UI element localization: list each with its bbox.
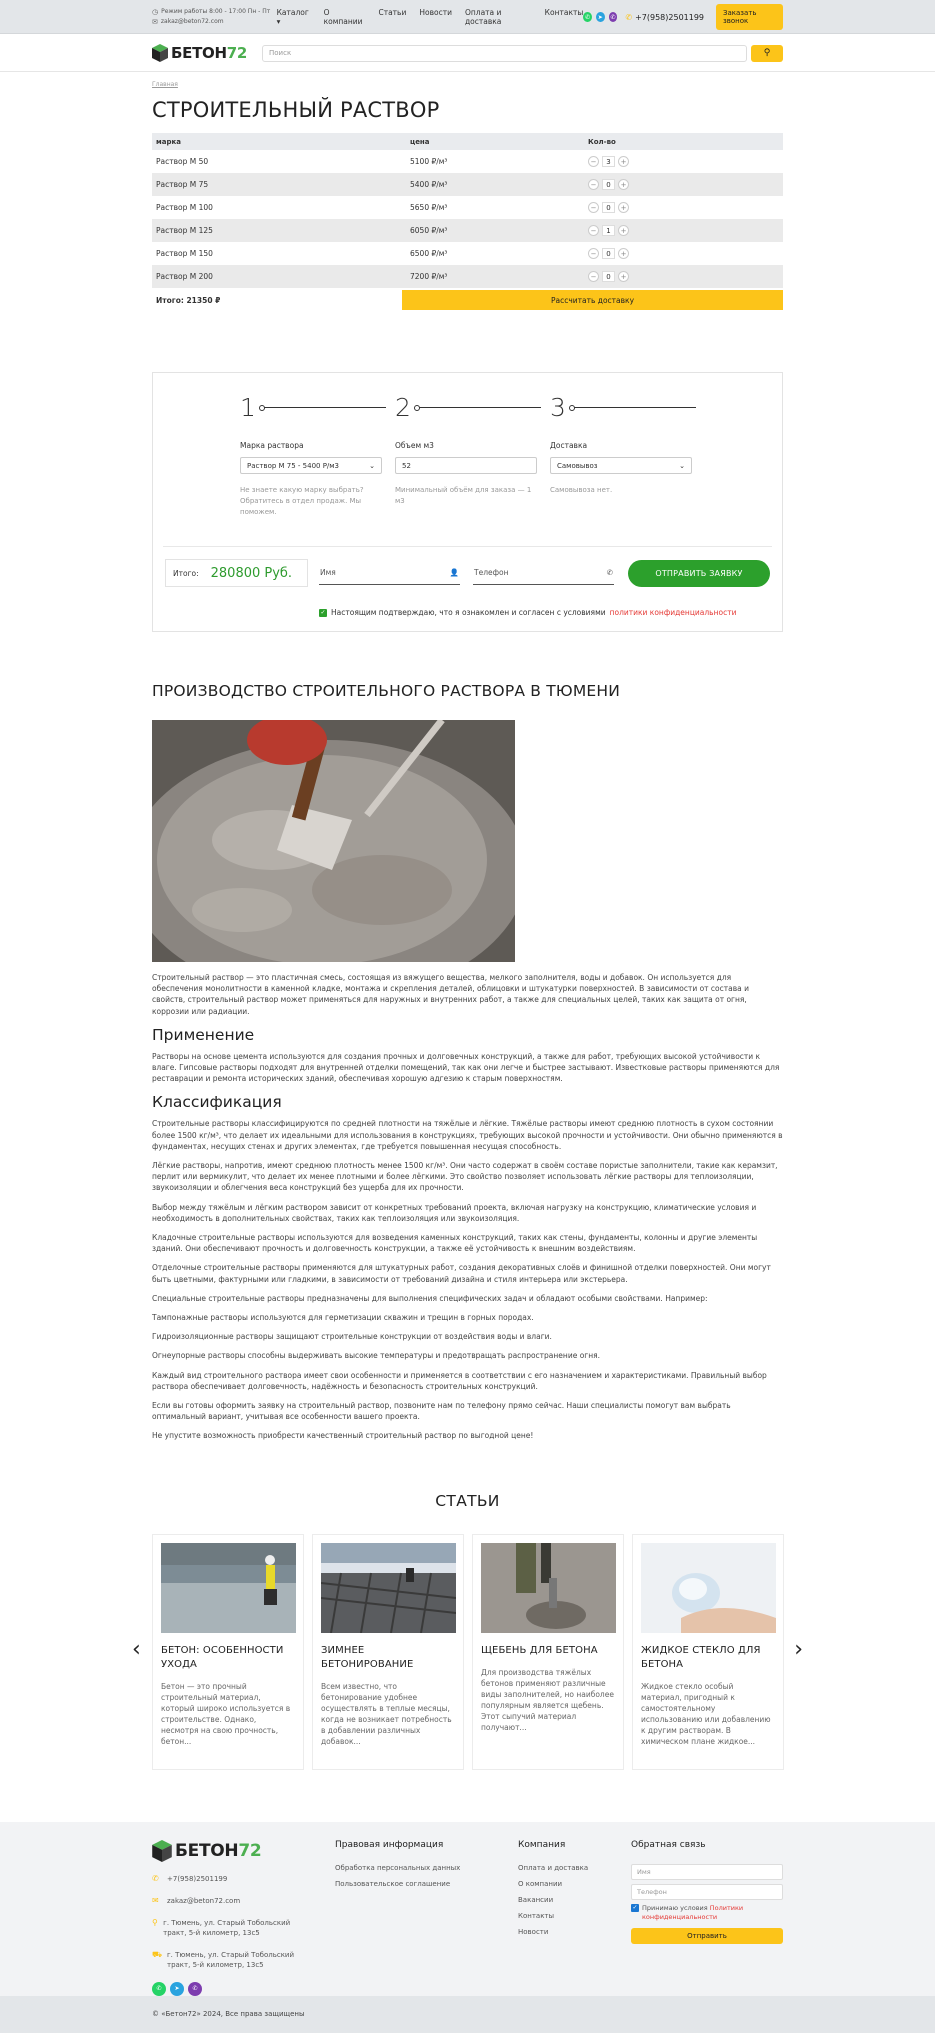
logo-cube-icon [152, 44, 168, 62]
work-hours: Режим работы 8:00 - 17:00 Пн - Пт [161, 8, 271, 15]
row-name: Раствор М 50 [156, 157, 209, 166]
footer-email[interactable]: zakaz@beton72.com [167, 1896, 241, 1905]
delivery-note: Самовывоза нет. [550, 486, 613, 494]
table-row [152, 219, 783, 242]
class-paragraph: Специальные строительные растворы предназначены для выполнения специфических задач и обладают особыми свойствами. Например: [152, 1293, 708, 1303]
search-icon: ⚲ [763, 48, 771, 58]
footer [0, 1822, 935, 1996]
quantity-stepper [588, 179, 629, 190]
article-card-title: ЖИДКОЕ СТЕКЛО ДЛЯ БЕТОНА [641, 1644, 761, 1670]
volume-label: Объем м3 [395, 441, 434, 450]
row-price: 7200 ₽/м³ [410, 272, 448, 281]
brand-note: Не знаете какую марку выбрать? Обратитесь в отдел продаж. Мы поможем. [240, 486, 364, 516]
mortar-photo [152, 720, 515, 962]
phone-icon: ✆ [606, 568, 613, 577]
logo[interactable] [152, 44, 262, 62]
volume-note: Минимальный объём для заказа — 1 м3 [395, 486, 532, 505]
carousel-prev-arrow-icon[interactable]: ‹ [132, 1636, 141, 1662]
company-link[interactable]: Контакты [518, 1911, 555, 1920]
footer-phone[interactable]: +7(958)2501199 [167, 1874, 228, 1883]
article-intro: Строительный раствор — это пластичная смесь, состоящая из вяжущего вещества, мелкого заполнителя, воды и добавок. Он используется для обеспечения монолитности в каменной кладке, монтажа и скрепления деталей, облицовки и штукатурки поверхностей. В зависимости от состава и свойств, строительный раствор может применяться для наружных и внутренних работ, а также для специальных целей, таких как защита от огня, коррозии или радиации. [152, 973, 750, 1016]
minus-button[interactable]: − [588, 179, 599, 190]
company-link[interactable]: Новости [518, 1927, 549, 1936]
topbar-email[interactable]: zakaz@beton72.com [160, 18, 224, 25]
steps [240, 393, 705, 422]
class-paragraph: Строительные растворы классифицируются по средней плотности на тяжёлые и лёгкие. Тяжёлые растворы имеют среднюю плотность в сухом состоянии более 1500 кг/м³, что делает их идеальными для использования в конструкциях, требующих высокой прочности и устойчивости. Они обычно применяются в фундаментах, несущих стенах и других элементах, где требуется повышенная несущая способность. [152, 1119, 783, 1151]
plus-button[interactable]: + [618, 225, 629, 236]
delivery-label: Доставка [550, 441, 588, 450]
row-price: 5100 ₽/м³ [410, 157, 448, 166]
article-card-text: Всем известно, что бетонирование удобнее осуществлять в теплые месяцы, когда не возникает потребность в добавлении различных добавок... [321, 1681, 452, 1746]
feedback-name-input[interactable]: Имя [631, 1864, 783, 1880]
qty-value[interactable]: 0 [602, 202, 615, 213]
row-name: Раствор М 200 [156, 272, 213, 281]
whatsapp-icon[interactable]: ✆ [585, 13, 591, 21]
plus-button[interactable]: + [618, 271, 629, 282]
phone-placeholder: Телефон [474, 568, 509, 577]
mail-icon: ✉ [152, 18, 158, 26]
name-input[interactable] [319, 561, 460, 585]
footer-logo[interactable] [152, 1840, 262, 1862]
order-calculator [152, 372, 783, 632]
feedback-privacy-link[interactable]: Политики конфиденциальности [642, 1903, 744, 1921]
step-1: 1 [240, 393, 256, 422]
feedback-phone-input[interactable]: Телефон [631, 1884, 783, 1900]
location-pin-icon: ⚲ [152, 1917, 158, 1927]
price-table [152, 133, 783, 310]
search-input[interactable]: Поиск [262, 45, 747, 62]
step-3: 3 [550, 393, 566, 422]
mail-icon: ✉ [152, 1895, 159, 1905]
user-icon: 👤 [449, 568, 459, 577]
consent [319, 608, 736, 617]
logo-text-accent: 72 [238, 1840, 262, 1861]
topbar-phone[interactable]: +7(958)2501199 [635, 12, 705, 22]
table-header [152, 133, 783, 150]
calc-total-label: Итого: [173, 568, 199, 578]
class-paragraph: Кладочные строительные растворы используются для возведения каменных конструкций, таких как стены, фундаменты, колонны и другие элементы зданий. Они обеспечивают прочность и долговечность конструкции, а также её устойчивость к внешним воздействиям. [152, 1233, 758, 1254]
article-card[interactable] [472, 1534, 624, 1770]
article-card[interactable] [312, 1534, 464, 1770]
phone-icon: ✆ [152, 1873, 159, 1883]
qty-value[interactable]: 0 [602, 179, 615, 190]
nav-payment-delivery[interactable]: Оплата и доставка [464, 8, 502, 26]
viber-icon[interactable]: ✆ [188, 1982, 202, 1996]
article-card[interactable] [152, 1534, 304, 1770]
logo-cube-icon [152, 1840, 172, 1862]
col-grade: марка [156, 137, 181, 146]
minus-button[interactable]: − [588, 225, 599, 236]
nav-catalog[interactable]: Каталог ▾ [276, 8, 309, 26]
feedback-consent-text: Принимаю условия [642, 1903, 708, 1912]
brand-field [240, 441, 382, 518]
table-row [152, 242, 783, 265]
delivery-select[interactable] [550, 457, 692, 474]
article-image [321, 1543, 456, 1633]
classification-heading: Классификация [152, 1093, 282, 1112]
search-button[interactable] [751, 45, 783, 62]
calc-delivery-button[interactable]: Рассчитать доставку [402, 290, 783, 310]
quantity-stepper [588, 202, 629, 213]
row-price: 5400 ₽/м³ [410, 180, 448, 189]
consent-checkbox[interactable]: ✓ [320, 609, 326, 616]
whatsapp-icon[interactable]: ✆ [152, 1982, 166, 1996]
feedback-title: Обратная связь [631, 1839, 706, 1850]
plus-button[interactable]: + [618, 179, 629, 190]
brand-select[interactable] [240, 457, 382, 474]
brand-value: Раствор М 75 - 5400 Р/м3 [247, 461, 340, 470]
truck-icon: ⛟ [152, 1949, 163, 1959]
breadcrumb[interactable]: Главная [152, 81, 178, 88]
name-placeholder: Имя [320, 568, 336, 577]
company-link[interactable]: Оплата и доставка [518, 1863, 589, 1872]
class-paragraph: Огнеупорные растворы способны выдерживать высокие температуры и предотвращать распространение огня. [152, 1351, 601, 1361]
minus-button[interactable]: − [588, 271, 599, 282]
footer-address: г. Тюмень, ул. Старый Тобольский тракт, 5-й километр, 13с5 [163, 1918, 291, 1937]
phone-icon: ✆ [625, 12, 633, 22]
qty-value[interactable]: 0 [602, 271, 615, 282]
footer-legal [335, 1840, 460, 1896]
main-content [132, 81, 803, 1770]
volume-field [395, 441, 537, 507]
footer-address-2: г. Тюмень, ул. Старый Тобольский тракт, 5-й километр, 13с5 [167, 1950, 295, 1969]
legal-title: Правовая информация [335, 1839, 444, 1850]
quantity-stepper [588, 156, 629, 167]
class-paragraph: Лёгкие растворы, напротив, имеют среднюю плотность менее 1500 кг/м³. Они часто содержат в своём составе пористые заполнители, такие как керамзит, перлит или вермикулит, что делает их менее плотными и более лёгкими. Это свойство позволяет использовать лёгкие растворы для теплоизоляции, звукоизоляции и облегчения веса конструкций без ущерба для их прочности. [152, 1161, 778, 1193]
table-row [152, 173, 783, 196]
class-paragraph: Если вы готовы оформить заявку на строительный раствор, позвоните нам по телефону прямо сейчас. Наши специалисты помогут вам выбрать оптимальный вариант, учитывая все особенности вашего проекта. [152, 1401, 731, 1422]
header [0, 34, 935, 72]
class-paragraph: Каждый вид строительного раствора имеет свои особенности и применяется в соответствии с его назначением и характеристиками. Правильный выбор раствора обеспечивает долговечность, надёжность и безопасность строительных конструкций. [152, 1370, 767, 1391]
article-card-title: ЗИМНЕЕ БЕТОНИРОВАНИЕ [321, 1644, 414, 1670]
quantity-stepper [588, 248, 629, 259]
chevron-down-icon: ⌄ [679, 461, 685, 470]
class-paragraph: Отделочные строительные растворы применяются для штукатурных работ, создания декоративных слоёв и финишной отделки поверхностей. Они могут быть цветными, фактурными или гладкими, в зависимости от требований дизайна и стиля интерьера или экстерьера. [152, 1263, 771, 1284]
topbar-info [152, 7, 277, 27]
telegram-icon[interactable]: ➤ [170, 1982, 184, 1996]
table-row [152, 196, 783, 219]
row-name: Раствор М 150 [156, 249, 213, 258]
article-image [481, 1543, 616, 1633]
legal-link[interactable]: Пользовательское соглашение [335, 1879, 451, 1888]
class-paragraph: Выбор между тяжёлым и лёгким раствором зависит от конкретных требований проекта, включая нагрузку на конструкцию, климатические условия и необходимость в дополнительных свойствах, таких как теплоизоляция или звукоизоляция. [152, 1202, 757, 1223]
class-paragraph: Гидроизоляционные растворы защищают строительные конструкции от воздействия воды и влаги. [152, 1332, 552, 1342]
table-total: Итого: 21350 ₽ [156, 295, 221, 305]
privacy-link[interactable]: политики конфиденциальности [609, 608, 737, 617]
order-call-button[interactable]: Заказать звонок [716, 4, 783, 30]
minus-button[interactable]: − [588, 202, 599, 213]
table-row [152, 150, 783, 173]
logo-text-main: БЕТОН [171, 44, 227, 62]
calc-total [165, 559, 308, 587]
page-title: СТРОИТЕЛЬНЫЙ РАСТВОР [152, 98, 440, 122]
topbar [0, 0, 935, 34]
telegram-icon[interactable]: ➤ [597, 13, 603, 21]
row-name: Раствор М 100 [156, 203, 213, 212]
nav-articles[interactable]: Статьи [378, 8, 407, 17]
row-price: 6050 ₽/м³ [410, 226, 448, 235]
clock-icon: ◷ [152, 8, 159, 16]
row-price: 6500 ₽/м³ [410, 249, 448, 258]
quantity-stepper [588, 271, 629, 282]
company-title: Компания [518, 1839, 566, 1850]
qty-value[interactable]: 3 [602, 156, 615, 167]
feedback-consent-checkbox[interactable]: ✓ [632, 1904, 638, 1912]
plus-button[interactable]: + [618, 156, 629, 167]
delivery-value: Самовывоз [557, 461, 598, 470]
article-title: ПРОИЗВОДСТВО СТРОИТЕЛЬНОГО РАСТВОРА В ТЮМЕНИ [152, 682, 621, 700]
row-name: Раствор М 125 [156, 226, 213, 235]
article-image [161, 1543, 296, 1633]
footer-contacts [152, 1840, 302, 1996]
logo-text-main: БЕТОН [175, 1840, 239, 1861]
article-card[interactable] [632, 1534, 784, 1770]
article-card-title: БЕТОН: ОСОБЕННОСТИ УХОДА [161, 1644, 284, 1670]
table-row [152, 265, 783, 288]
calc-total-value: 280800 Руб. [210, 565, 293, 581]
class-paragraph: Не упустите возможность приобрести качественный строительный раствор по выгодной цене! [152, 1431, 534, 1441]
brand-label: Марка раствора [240, 441, 304, 450]
col-price: цена [410, 137, 430, 146]
article-card-text: Бетон — это прочный строительный материал, который широко используется в строительстве. Однако, несмотря на свою прочность, бетон... [161, 1681, 291, 1746]
usage-heading: Применение [152, 1025, 255, 1044]
main-nav [277, 8, 584, 26]
copyright: © «Бетон72» 2024, Все права защищены [152, 2010, 305, 2019]
volume-input[interactable]: 52 [395, 457, 537, 474]
phone-input[interactable] [473, 561, 614, 585]
row-name: Раствор М 75 [156, 180, 209, 189]
footer-company [518, 1840, 588, 1944]
plus-button[interactable]: + [618, 248, 629, 259]
minus-button[interactable]: − [588, 156, 599, 167]
row-price: 5650 ₽/м³ [410, 203, 448, 212]
class-paragraph: Тампонажные растворы используются для герметизации скважин и трещин в горных породах. [152, 1313, 534, 1323]
article-card-text: Для производства тяжёлых бетонов применяют различные виды заполнителей, но наиболее популярным является щебень. Этот сыпучий материал получают... [481, 1667, 614, 1732]
article-card-text: Жидкое стекло особый материал, пригодный к самостоятельному использованию или добавлению к другим растворам. В химическом плане жидкое... [641, 1681, 771, 1746]
usage-text: Растворы на основе цемента используются для создания прочных и долговечных конструкций, а также для работ, требующих высокой устойчивости к влаге. Гипсовые растворы подходят для внутренней отделки помещений, так как они легче и быстрее застывают. Известковые растворы применяются для реставрации и ремонта исторических зданий, обеспечивая хорошую адгезию к старым поверхностям. [152, 1051, 780, 1084]
nav-about[interactable]: О компании [323, 8, 363, 26]
copyright-bar [0, 1996, 935, 2033]
viber-icon[interactable]: ✆ [610, 13, 616, 21]
step-2: 2 [395, 393, 411, 422]
carousel-next-arrow-icon[interactable]: › [794, 1636, 803, 1662]
nav-contacts[interactable]: Контакты [544, 8, 584, 17]
col-qty: Кол-во [588, 137, 616, 146]
articles-title: СТАТЬИ [435, 1491, 500, 1510]
minus-button[interactable]: − [588, 248, 599, 259]
company-link[interactable]: О компании [518, 1879, 563, 1888]
delivery-field [550, 441, 692, 496]
company-link[interactable]: Вакансии [518, 1895, 554, 1904]
nav-news[interactable]: Новости [419, 8, 452, 17]
qty-value[interactable]: 0 [602, 248, 615, 259]
qty-value[interactable]: 1 [602, 225, 615, 236]
quantity-stepper [588, 225, 629, 236]
feedback-send-button[interactable]: Отправить [631, 1928, 783, 1944]
article-card-title: ЩЕБЕНЬ ДЛЯ БЕТОНА [481, 1644, 598, 1656]
article-image [641, 1543, 776, 1633]
submit-order-button[interactable]: ОТПРАВИТЬ ЗАЯВКУ [628, 560, 770, 587]
consent-text: Настоящим подтверждаю, что я ознакомлен и согласен с условиями [331, 608, 606, 617]
legal-link[interactable]: Обработка персональных данных [335, 1863, 461, 1872]
footer-feedback [631, 1840, 783, 1944]
chevron-down-icon: ⌄ [369, 461, 375, 470]
articles-carousel [132, 1534, 803, 1770]
plus-button[interactable]: + [618, 202, 629, 213]
logo-text-accent: 72 [226, 44, 247, 62]
